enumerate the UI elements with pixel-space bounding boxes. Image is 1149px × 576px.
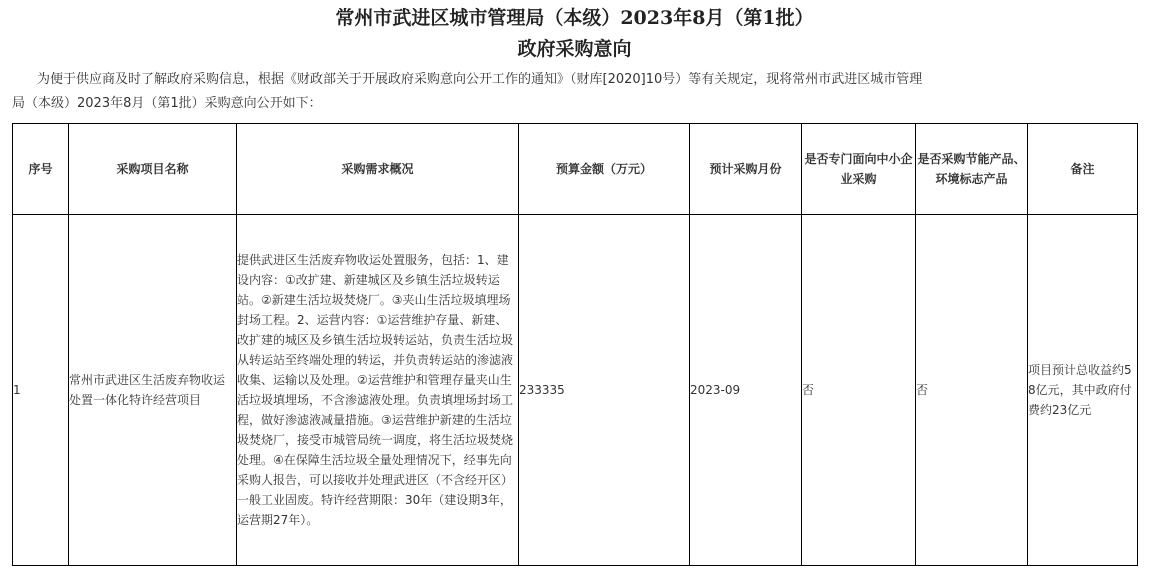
- table-header-row: [13, 124, 1138, 215]
- cell-note: 项目预计总收益约58亿元，其中政府付费约23亿元: [1028, 215, 1138, 566]
- table-row: [13, 215, 1138, 566]
- cell-project-name: 常州市武进区生活废弃物收运处置一体化特许经营项目: [69, 215, 237, 566]
- cell-seq: 1: [13, 215, 69, 566]
- header-green-products: 是否采购节能产品、环境标志产品: [916, 124, 1028, 215]
- header-note: 备注: [1028, 124, 1138, 215]
- procurement-table: [12, 123, 1138, 566]
- header-project-name: 采购项目名称: [69, 124, 237, 215]
- intro-paragraph-line-2: 局（本级）2023年8月（第1批）采购意向公开如下：: [12, 96, 322, 111]
- cell-sme: 否: [802, 215, 916, 566]
- header-sme: 是否专门面向中小企业采购: [802, 124, 916, 215]
- cell-month: 2023-09: [690, 215, 802, 566]
- document-title: 常州市武进区城市管理局（本级）2023年8月（第1批）: [335, 7, 814, 29]
- cell-requirements: 提供武进区生活废弃物收运处置服务，包括：1、建设内容：①改扩建、新建城区及乡镇生活垃圾转运站。②新建生活垃圾焚烧厂。③夹山生活垃圾填埋场封场工程。2、运营内容：①运营维护存量、新建、改扩建的城区及乡镇生活垃圾转运站，负责生活垃圾从转运站至终端处理的转运，并负责转运站的渗滤液收集、运输以及处理。②运营维护和管理存量夹山生活垃圾填埋场，不含渗滤液处理。负责填埋场封场工程，做好渗滤液减量措施。③运营维护新建的生活垃圾焚烧厂，接受市城管局统一调度，将生活垃圾焚烧处理。④在保障生活垃圾全量处理情况下，经事先向采购人报告，可以接收并处理武进区（不含经开区）一般工业固废。特许经营期限：30年（建设期3年，运营期27年）。: [237, 215, 519, 566]
- cell-budget: 233335: [519, 215, 690, 566]
- header-seq: 序号: [13, 124, 69, 215]
- header-budget: 预算金额（万元）: [519, 124, 690, 215]
- document-subtitle: 政府采购意向: [517, 38, 632, 60]
- intro-paragraph-line-1: 为便于供应商及时了解政府采购信息，根据《财政部关于开展政府采购意向公开工作的通知》（财库[2020]10号）等有关规定，现将常州市武进区城市管理: [37, 72, 923, 87]
- header-month: 预计采购月份: [690, 124, 802, 215]
- cell-green-products: 否: [916, 215, 1028, 566]
- header-requirements: 采购需求概况: [237, 124, 519, 215]
